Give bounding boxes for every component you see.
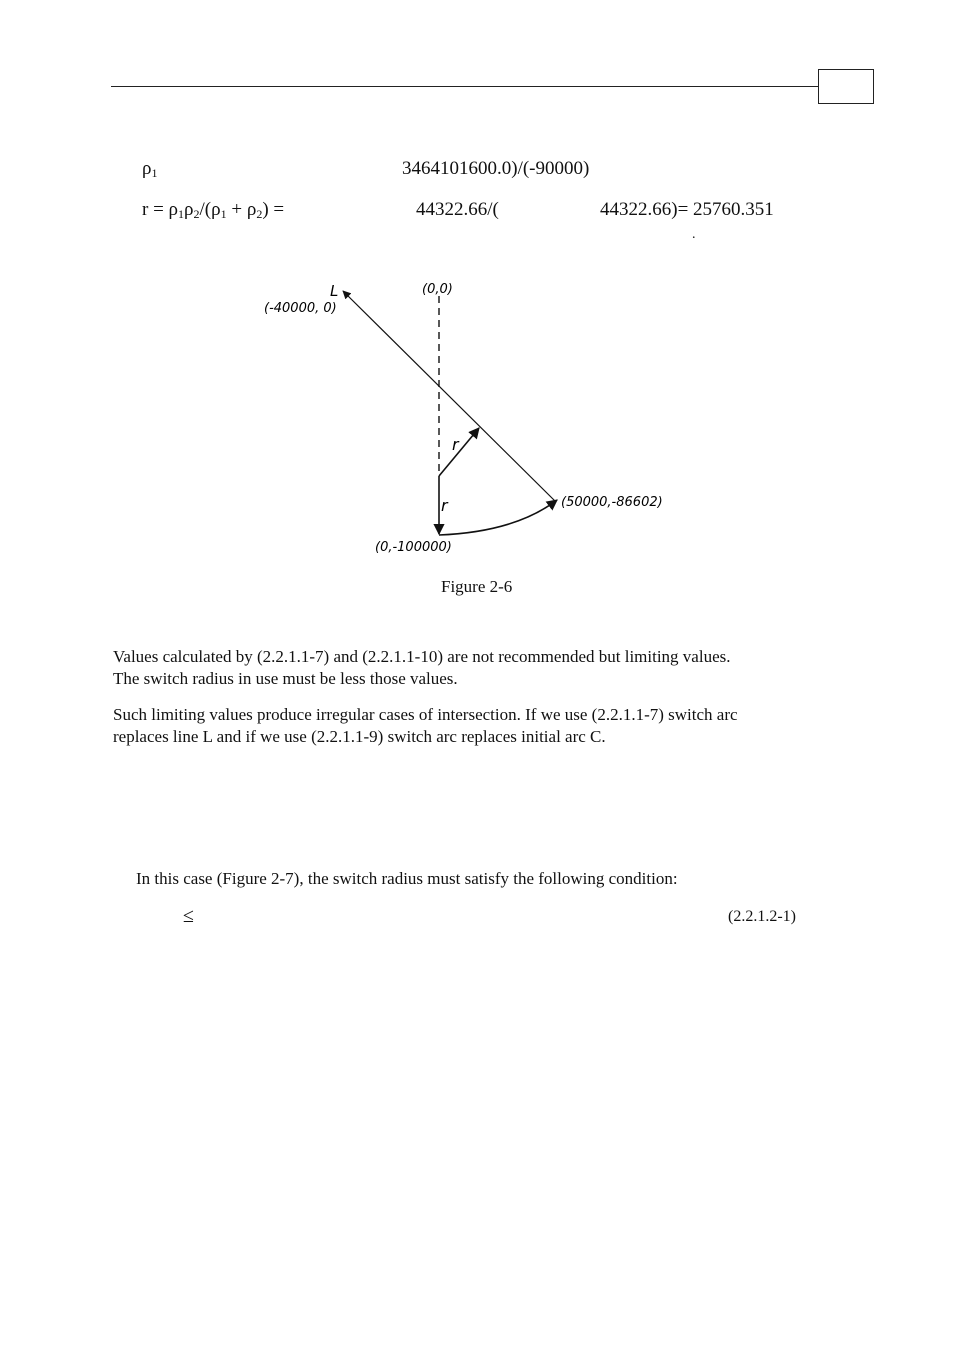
label-L: L [330, 282, 339, 300]
paragraph-3: In this case (Figure 2-7), the switch radius must satisfy the following condition: [136, 869, 678, 888]
r-formula-result: 44322.66)= 25760.351 [600, 199, 774, 220]
label-origin: (0,0) [422, 282, 453, 297]
equation-number: (2.2.1.2-1) [728, 908, 796, 925]
radius-upper-line [439, 428, 479, 476]
figure-2-6-diagram [250, 270, 690, 565]
paragraph-1-line-1: Values calculated by (2.2.1.1-7) and (2.2.1.1-10) are not recommended but limiting values. [113, 647, 731, 666]
rho1-value: 3464101600.0)/(-90000) [402, 158, 590, 179]
paragraph-2-line-1: Such limiting values produce irregular cases of intersection. If we use (2.2.1.1-7) switch arc [113, 705, 738, 724]
label-bottom-point: (0,-100000) [375, 540, 452, 555]
line-L [343, 291, 556, 502]
rho1-subscript: 1 [151, 166, 158, 180]
label-right-point: (50000,-86602) [561, 495, 663, 510]
switch-arc [439, 500, 557, 535]
paragraph-1-line-2: The switch radius in use must be less those values. [113, 669, 458, 688]
paragraph-2-line-2: replaces line L and if we use (2.2.1.1-9) switch arc replaces initial arc C. [113, 727, 606, 746]
page-number-box [818, 69, 874, 104]
label-r-upper: r [452, 435, 459, 454]
r-formula-middle: 44322.66/( [416, 199, 499, 220]
header-rule [111, 86, 819, 87]
less-equal-symbol: ≤ [183, 905, 194, 927]
figure-caption: Figure 2-6 [441, 577, 513, 596]
r-formula-lhs: $r = \rho_1\rho_2/(\rho_1 + \rho_2)$ = [142, 199, 285, 221]
label-r-lower: r [441, 496, 448, 515]
rho1-symbol: $\rho_1$ [142, 158, 158, 180]
label-left-point: (-40000, 0) [264, 301, 337, 316]
stray-dot: . [692, 227, 696, 242]
